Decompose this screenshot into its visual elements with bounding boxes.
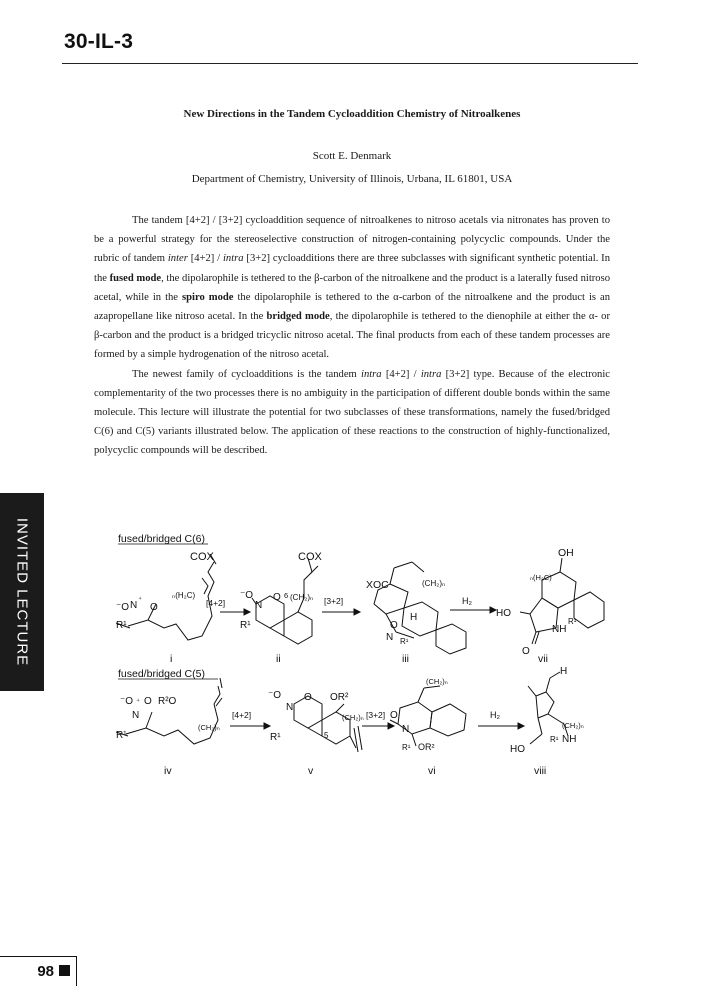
compound-label-ii: ii [276,653,281,665]
row1-o-i: O [150,602,158,613]
row1-ho-vii: HO [496,608,511,619]
page-marker-square [59,965,70,976]
row2-ch2n-iv: (CH₂)ₙ [198,723,220,732]
row1-r1-ii: R¹ [240,620,251,631]
row2-n-vi: N [402,724,410,735]
compound-label-v: v [308,765,314,777]
compound-label-vii: vii [538,653,548,665]
row1-ominus-i: ⁻O [116,602,130,613]
row2-five-v: 5 [324,731,329,740]
row2-nplus-iv: ⁺ [136,697,141,706]
row1-ch2n-ii: (CH₂)ₙ [290,593,314,602]
side-tab-label: INVITED LECTURE [13,517,31,667]
row2-ominus-v: ⁻O [268,690,282,701]
row1-nplus-i: ⁺ [138,595,143,604]
row1-ch2n-iii: (CH₂)ₙ [422,579,446,588]
row1-n-ii: N [255,600,263,611]
row1-arrow1-label: [4+2] [206,598,226,608]
row2-o-vi: O [390,710,398,721]
reaction-scheme [90,528,610,788]
row2-r2o-iv: R²O [158,696,177,707]
row1-n-i: N [130,600,138,611]
scheme-heading-c5: fused/bridged C(5) [118,668,205,680]
row1-ominus-ii: ⁻O [240,590,254,601]
row1-nh-vii: NH [552,624,567,635]
row1-r1-iii: R¹ [400,637,409,646]
row1-cox-ii: COX [298,551,322,563]
row2-arrow2-label: [3+2] [366,710,386,720]
row1-arrow2-label: [3+2] [324,596,344,606]
row1-o-iii: O [390,620,398,631]
row2-arrow3-label: H₂ [490,710,500,720]
row2-ch2n-viii: (CH₂)ₙ [562,721,584,730]
row2-ominus-iv: ⁻O [120,696,134,707]
paper-title: New Directions in the Tandem Cycloaddition Chemistry of Nitroalkenes [183,108,521,120]
row2-ch2n-vi: (CH₂)ₙ [426,677,448,686]
compound-label-vi: vi [428,765,436,777]
abstract-body [94,211,610,461]
row2-r1-iv: R¹ [116,730,127,741]
row2-o-iv: O [144,696,152,707]
row2-ho-viii: HO [510,744,525,755]
row1-r1-vii: R¹ [568,617,577,626]
paper-affiliation: Department of Chemistry, University of Illinois, Urbana, IL 61801, USA [191,173,513,185]
row1-oh-vii: OH [558,547,574,559]
row2-arrow1-label: [4+2] [232,710,252,720]
row2-r1-vi: R¹ [402,743,411,752]
row2-r1-viii: R¹ [550,735,559,744]
header-code: 30-IL-3 [64,30,134,53]
row2-or2-vi: OR² [418,742,435,752]
row2-ch2n-v: (CH₂)ₙ [342,713,364,722]
header-rule [62,63,638,64]
row1-arrow3-label: H₂ [462,596,472,606]
paper-author: Scott E. Denmark [312,150,392,162]
side-tab [0,493,44,691]
compound-label-i: i [170,653,173,665]
compound-label-iii: iii [402,653,409,665]
paragraph-1: The tandem [4+2] / [3+2] cycloaddition sequence of nitroalkenes to nitroso acetals via nitronates has proven to be a powerful strategy for the stereoselective construction of nitrogen-containing polycyclic compounds. Under the rubric of tandem inter [4+2] / intra [3+2] cycloadditions there are three subclasses with significant synthetic potential. In the fused mode, the dipolarophile is tethered to the β-carbon of the nitroalkene and the product is a laterally fused nitroso acetal, while in the spiro mode the dipolarophile is tethered to the α-carbon of the nitroalkene and the product is an azapropellane like nitroso acetal. In the bridged mode, the dipolarophile is tethered to the dienophile at either the α- or β-carbon and the product is a bridged tricyclic nitroso acetal. The final products from each of these tandem processes are formed by a simple hydrogenation of the nitroso acetal. [94,215,611,361]
row2-o-v: O [304,692,312,703]
row2-r1-v: R¹ [270,732,281,743]
row1-cox-i: COX [190,551,214,563]
row1-h2cn-vii: ₙ(H₂C) [530,573,552,582]
row2-nh-viii: NH [562,734,577,745]
row1-o-vii: O [522,646,530,657]
row1-r1-i: R¹ [116,620,127,631]
page-number-box [0,956,77,986]
row2-h-viii: H [560,666,568,677]
row1-h2cn-i: ₙ(H₂C) [172,591,196,600]
row1-xoc-iii: XOC [366,579,389,591]
row2-n-iv: N [132,710,140,721]
row1-six-ii: 6 [284,591,289,600]
row1-n-iii: N [386,632,394,643]
row2-n-v: N [286,702,294,713]
row1-h-iii: H [410,612,418,623]
scheme-heading-c6: fused/bridged C(6) [118,533,205,545]
row1-o-ii: O [273,592,281,603]
paragraph-2: The newest family of cycloadditions is the tandem intra [4+2] / intra [3+2] type. Because of the electronic complementarity of the two processes there is no ambiguity in the participation of different double bonds within the same molecule. This lecture will illustrate the potential for two subclasses of these transformations, namely the fused/bridged C(6) and C(5) variants illustrated below. The application of these reactions to the construction of highly-functionalized, polycyclic compounds will be described. [94,368,610,457]
compound-label-iv: iv [164,765,172,777]
compound-label-viii: viii [534,765,547,777]
page-number: 98 [37,963,54,980]
row2-or2-v: OR² [330,692,349,703]
